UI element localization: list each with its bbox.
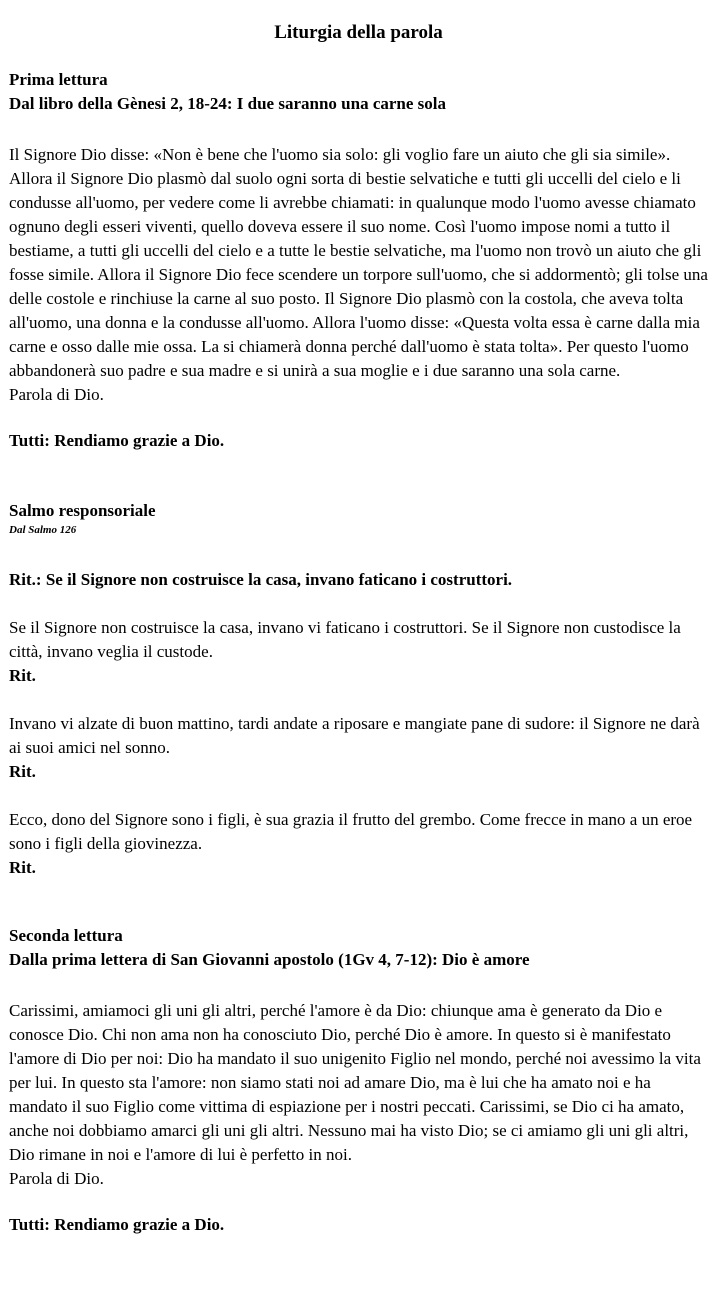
psalm-rit-label: Rit. — [9, 858, 36, 877]
second-reading-response: Tutti: Rendiamo grazie a Dio. — [9, 1215, 225, 1234]
psalm-heading: Salmo responsoriale — [9, 501, 156, 520]
second-reading-text: Carissimi, amiamoci gli uni gli altri, perché l'amore è da Dio: chiunque ama è generato da Dio e conosce Dio. Chi non ama non ha conosciuto Dio, perché Dio è amore. In questo si è manifestato l'amore di Dio per noi: Dio ha mandato il suo unigenito Figlio nel mondo, perché noi avessimo la vita per lui. In questo sta l'amore: non siamo stati noi ad amare Dio, ma è lui che ha amato noi e ha mandato il suo Figlio come vittima di espiazione per i nostri peccati. Carissimi, se Dio ci ha amato, anche noi dobbiamo amarci gli uni gli altri. Nessuno mai ha visto Dio; se ci amiamo gli uni gli altri, Dio rimane in noi e l'amore di lui è perfetto in noi. — [9, 1001, 701, 1164]
first-reading-text: Il Signore Dio disse: «Non è bene che l'uomo sia solo: gli voglio fare un aiuto che gli sia simile». Allora il Signore Dio plasmò dal suolo ogni sorta di bestie selvatiche e tutti gli uccelli del cielo e li condusse all'uomo, per vedere come li avrebbe chiamati: in qualunque modo l'uomo avesse chiamato ognuno degli esseri viventi, quello doveva essere il suo nome. Così l'uomo impose nomi a tutto il bestiame, a tutti gli uccelli del cielo e a tutte le bestie selvatiche, ma l'uomo non trovò un aiuto che gli fosse simile. Allora il Signore Dio fece scendere un torpore sull'uomo, che si addormentò; gli tolse una delle costole e rinchiuse la carne al suo posto. Il Signore Dio plasmò con la costola, che aveva tolta all'uomo, una donna e la condusse all'uomo. Allora l'uomo disse: «Questa volta essa è carne dalla mia carne e osso dalle mie ossa. La si chiamerà donna perché dall'uomo è stata tolta». Per questo l'uomo abbandonerà suo padre e sua madre e si unirà a sua moglie e i due saranno una sola carne. — [9, 145, 708, 380]
second-reading-closing: Parola di Dio. — [9, 1169, 104, 1188]
first-reading-heading: Prima lettura — [9, 70, 108, 89]
second-reading-body-block — [9, 999, 708, 1191]
psalm-stanza-text: Invano vi alzate di buon mattino, tardi andate a riposare e mangiate pane di sudore: il Signore ne darà ai suoi amici nel sonno. — [9, 714, 700, 757]
psalm-stanza — [9, 616, 708, 688]
psalm-refrain: Rit.: Se il Signore non costruisce la casa, invano faticano i costruttori. — [9, 570, 513, 589]
second-reading-header — [9, 924, 708, 972]
first-reading-header — [9, 68, 708, 116]
page-title: Liturgia della parola — [274, 22, 443, 43]
first-reading-response: Tutti: Rendiamo grazie a Dio. — [9, 431, 225, 450]
psalm-stanza-text: Se il Signore non costruisce la casa, invano vi faticano i costruttori. Se il Signore non custodisce la città, invano veglia il custode. — [9, 618, 681, 661]
psalm-source: Dal Salmo 126 — [9, 524, 77, 536]
psalm-stanza — [9, 808, 708, 880]
psalm-rit-label: Rit. — [9, 666, 36, 685]
psalm-header — [9, 499, 708, 537]
first-reading-body-block — [9, 143, 708, 407]
second-reading-heading: Seconda lettura — [9, 926, 123, 945]
psalm-stanza — [9, 712, 708, 784]
psalm-rit-label: Rit. — [9, 762, 36, 781]
first-reading-source: Dal libro della Gènesi 2, 18-24: I due saranno una carne sola — [9, 94, 446, 113]
second-reading-source: Dalla prima lettera di San Giovanni apostolo (1Gv 4, 7-12): Dio è amore — [9, 950, 530, 969]
first-reading-closing: Parola di Dio. — [9, 385, 104, 404]
psalm-stanza-text: Ecco, dono del Signore sono i figli, è sua grazia il frutto del grembo. Come frecce in mano a un eroe sono i figli della giovinezza. — [9, 810, 693, 853]
